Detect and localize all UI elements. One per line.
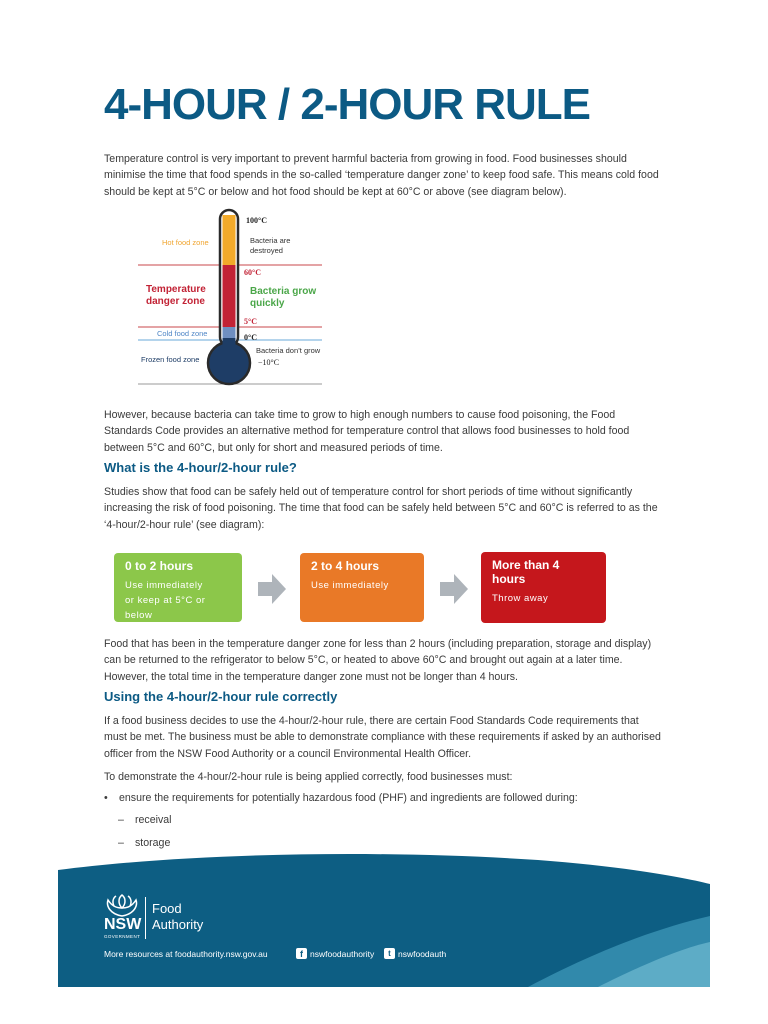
nsw-logo-text: NSW	[104, 916, 142, 933]
box-2-4-title: 2 to 4 hours	[311, 559, 380, 573]
resources-link[interactable]: More resources at foodauthority.nsw.gov.au	[104, 949, 268, 959]
facebook-link[interactable]: nswfoodauthority	[310, 949, 375, 959]
footer	[58, 850, 710, 987]
box-0-2-title: 0 to 2 hours	[125, 559, 194, 573]
box-0-2-hours	[114, 553, 242, 636]
hot-segment	[223, 215, 236, 265]
paragraph-4: Food that has been in the temperature danger zone for less than 2 hours (including preparation, storage and display) can be returned to the refrigerator to below 5°C, or heated to above 60°C and brought out again at a later time. However, the total time in the temperature danger zone must not be longer than 4 hours.	[104, 638, 652, 683]
paragraph-3: Studies show that food can be safely held out of temperature control for short periods of time without significantly increasing the risk of food poisoning. The time that food can be safely held between 5°C and 60°C is referred to as the ‘4-hour/2-hour rule’ (see diagram):	[104, 486, 658, 531]
dash-2: –	[118, 837, 124, 849]
temp-60-label: 60°C	[244, 268, 261, 277]
intro-paragraph: Temperature control is very important to prevent harmful bacteria from growing in food. Food businesses should minimise the time that food spends in the so-called ‘temperature danger zone’ to keep food safe. This means cold food should be kept at 5°C or below and hot food should be kept at 60°C or above (see diagram below).	[104, 153, 659, 198]
box-0-2-line1: Use immediately	[125, 580, 203, 591]
danger-segment	[223, 265, 236, 327]
paragraph-6: To demonstrate the 4-hour/2-hour rule is being applied correctly, food businesses must:	[104, 771, 513, 783]
arrow-right-icon	[438, 572, 470, 606]
temp-minus10-label: −10°C	[258, 358, 280, 367]
temp-0-label: 0°C	[244, 333, 257, 342]
box-more-4-hours	[481, 552, 606, 623]
sub-item-receival: receival	[135, 814, 172, 826]
waratah-logo-icon	[104, 894, 140, 918]
bullet-item-1: ensure the requirements for potentially hazardous food (PHF) and ingredients are followed during:	[119, 792, 578, 804]
government-logo-text: GOVERNMENT	[104, 934, 141, 939]
paragraph-5: If a food business decides to use the 4-hour/2-hour rule, there are certain Food Standards Code requirements that must be met. The business must be able to demonstrate compliance with these requirements if asked by an authorised officer from the NSW Food Authority or a council Environmental Health Officer.	[104, 715, 661, 760]
heading-using-rule: Using the 4-hour/2-hour rule correctly	[104, 689, 338, 704]
twitter-link[interactable]: nswfoodauth	[398, 949, 447, 959]
box-2-4-hours	[300, 553, 424, 622]
bacteria-dont-grow-label: Bacteria don’t grow	[256, 346, 321, 355]
box-0-2-line2: or keep at 5°C or below	[125, 595, 206, 621]
box-more-4-line1: Throw away	[492, 593, 549, 604]
temp-5-label: 5°C	[244, 317, 257, 326]
box-more-4-title: More than 4 hours	[492, 558, 560, 586]
twitter-icon[interactable]: t	[384, 948, 395, 959]
hot-zone-label: Hot food zone	[162, 238, 209, 247]
logo-divider	[145, 897, 146, 939]
box-0-2-line3: or at 60°C or above	[125, 625, 217, 636]
heading-what-is-rule: What is the 4-hour/2-hour rule?	[104, 460, 297, 475]
facebook-icon[interactable]: f	[296, 948, 307, 959]
bullet-dot: •	[104, 792, 108, 804]
bulb-neck	[223, 338, 236, 350]
arrow-right-icon	[256, 572, 288, 606]
sub-item-storage: storage	[135, 837, 171, 849]
temp-100-label: 100°C	[246, 216, 267, 225]
bacteria-grow-label: Bacteria grow quickly	[250, 286, 317, 309]
frozen-zone-label: Frozen food zone	[141, 355, 200, 364]
dash-1: –	[118, 814, 124, 826]
food-logo-text: Food	[152, 901, 182, 916]
authority-logo-text: Authority	[152, 917, 204, 932]
box-2-4-line1: Use immediately	[311, 580, 389, 591]
cold-zone-label: Cold food zone	[157, 329, 208, 338]
page-title: 4-HOUR / 2-HOUR RULE	[104, 80, 591, 129]
danger-zone-label: Temperature danger zone	[146, 284, 206, 307]
bacteria-destroyed-label: Bacteria are destroyed	[250, 236, 291, 255]
paragraph-2: However, because bacteria can take time to grow to high enough numbers to cause food poisoning, the Food Standards Code provides an alternative method for temperature control that allows food businesses to hold food between 5°C and 60°C, but only for short and measured periods of time.	[104, 409, 630, 454]
